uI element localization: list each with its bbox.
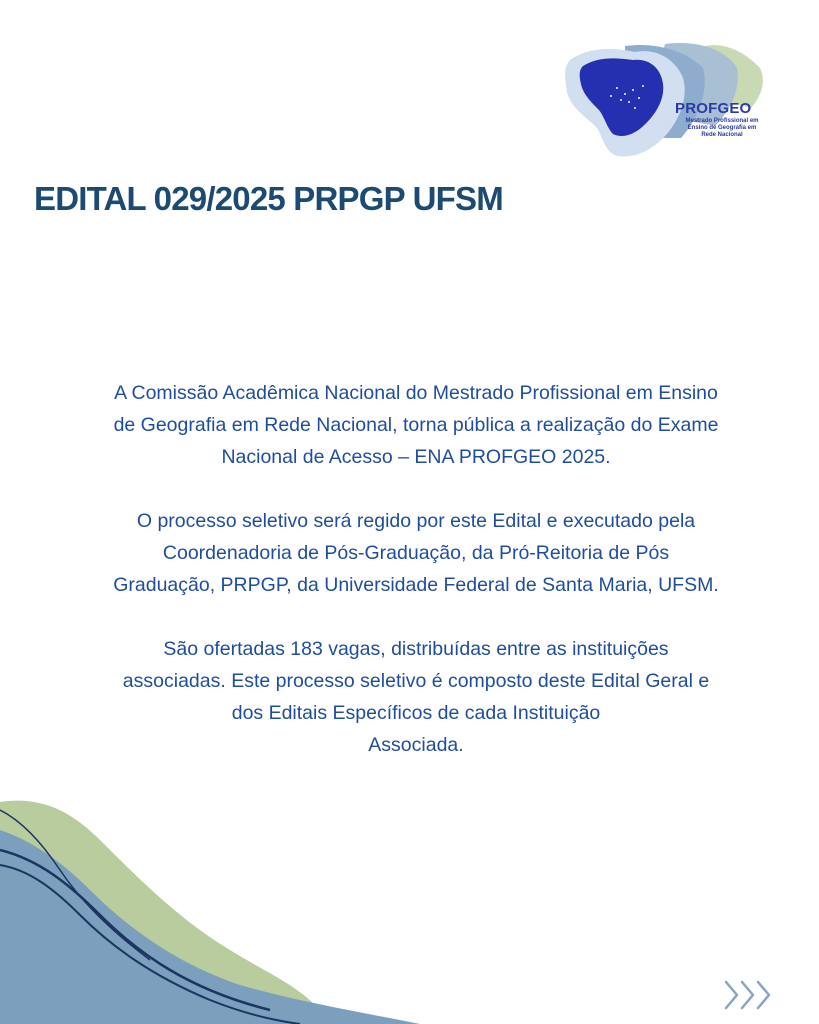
text-line: de Geografia em Rede Nacional, torna pública a realização do Exame (113, 414, 719, 436)
text-line: O processo seletivo será regido por este Edital e executado pela (136, 510, 696, 532)
logo-subtitle (677, 118, 767, 139)
paragraph-vacancies (40, 633, 792, 761)
text-line: São ofertadas 183 vagas, distribuídas entre as instituições (163, 638, 669, 660)
paragraph-announcement (40, 377, 792, 473)
text-line: Coordenadoria de Pós-Graduação, da Pró-Reitoria de Pós (162, 542, 670, 564)
text-line: A Comissão Acadêmica Nacional do Mestrado Profissional em Ensino (114, 382, 718, 404)
text-line: dos Editais Específicos de cada Instituição (231, 702, 601, 724)
page-title: EDITAL 029/2025 PRPGP UFSM (34, 180, 503, 217)
decorative-waves (0, 790, 420, 1024)
text-line: associadas. Este processo seletivo é composto deste Edital Geral e (122, 670, 710, 692)
profgeo-logo (555, 38, 770, 160)
brazil-map-logo-icon (555, 38, 770, 160)
logo-subtitle-line: Ensino de Geografia em (687, 125, 757, 131)
paragraph-process (40, 505, 792, 601)
text-line: Graduação, PRPGP, da Universidade Federal de Santa Maria, UFSM. (113, 574, 719, 596)
next-page-button[interactable] (722, 978, 778, 1012)
text-line: Nacional de Acesso – ENA PROFGEO 2025. (221, 446, 611, 468)
text-line: Associada. (368, 734, 464, 756)
triple-chevron-right-icon (726, 982, 769, 1008)
logo-subtitle-line: Rede Nacional (701, 132, 743, 138)
logo-subtitle-line: Mestrado Profissional em (685, 118, 759, 124)
body-text (40, 377, 792, 793)
logo-name: PROFGEO (675, 100, 752, 117)
